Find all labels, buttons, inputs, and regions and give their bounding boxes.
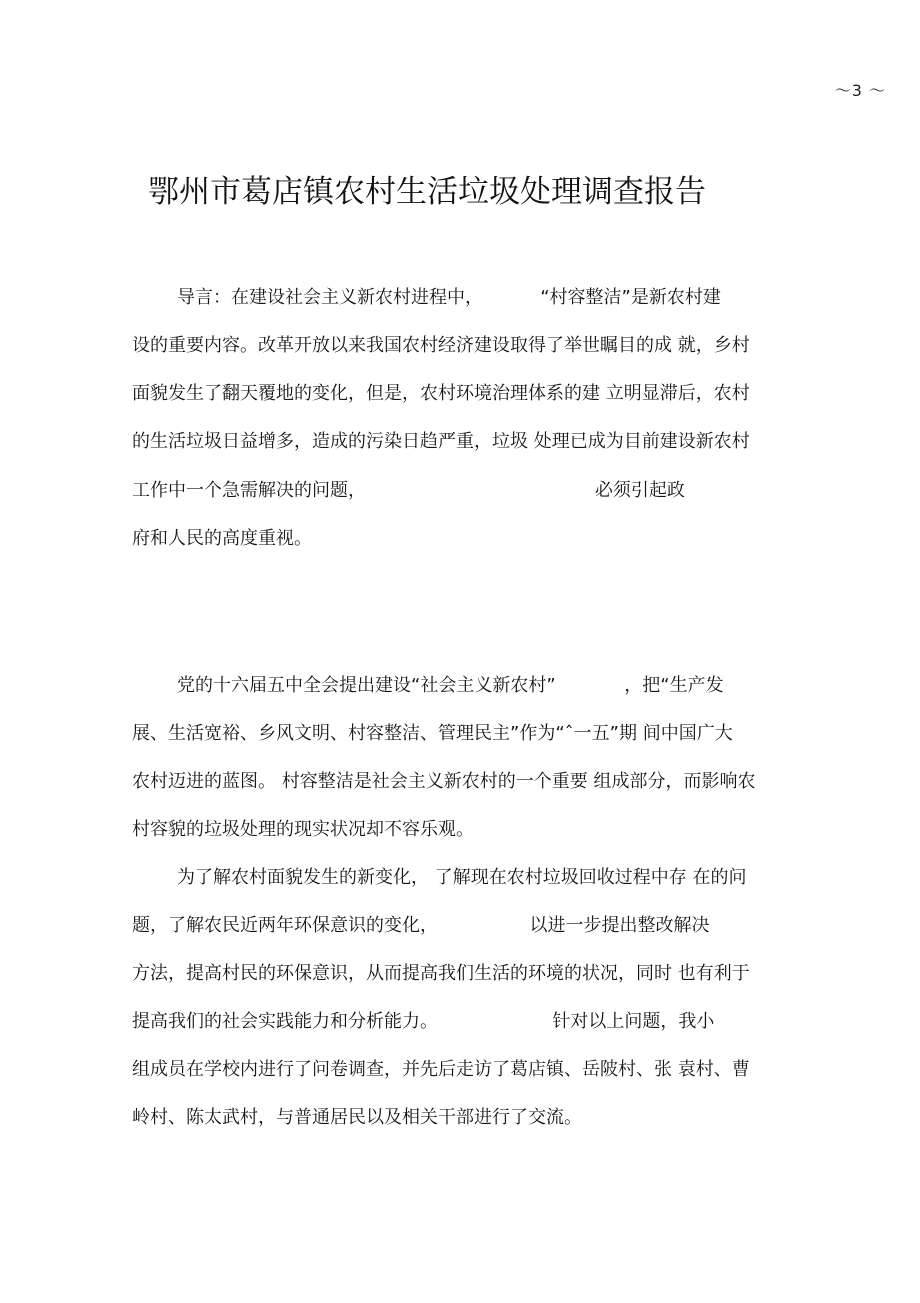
- page-number: 〜3 〜: [834, 81, 886, 100]
- paragraph-line: 导言：在建设社会主义新农村进程中， “村容整洁”是新农村建: [177, 287, 721, 308]
- paragraph-line: 岭村、陈太武村，与普通居民以及相关干部进行了交流。: [132, 1107, 582, 1128]
- paragraph-line: 工作中一个急需解决的问题， 必须引起政: [132, 480, 685, 501]
- paragraph-line: 展、生活宽裕、乡风文明、村容整洁、管理民主”作为“ˆ一五”期 间中国广大: [132, 723, 733, 744]
- document-title: 鄂州市葛店镇农村生活垃圾处理调查报告: [148, 174, 706, 210]
- paragraph-line: 题，了解农民近两年环保意识的变化， 以进一步提出整改解决: [132, 915, 710, 936]
- paragraph-line: 组成员在学校内进行了问卷调查，并先后走访了葛店镇、岳陂村、张 袁村、曹: [132, 1059, 750, 1080]
- paragraph-line: 提高我们的社会实践能力和分析能力。 针对以上问题，我小: [132, 1011, 715, 1032]
- paragraph-line: 面貌发生了翻天覆地的变化，但是，农村环境治理体系的建 立明显滞后，农村: [132, 383, 750, 404]
- paragraph-line: 的生活垃圾日益增多，造成的污染日趋严重，垃圾 处理已成为目前建设新农村: [132, 431, 750, 452]
- paragraph-line: 农村迈进的蓝图。 村容整洁是社会主义新农村的一个重要 组成部分，而影响农: [132, 771, 756, 792]
- paragraph-line: 方法，提高村民的环保意识，从而提高我们生活的环境的状况，同时 也有利于: [132, 963, 750, 984]
- paragraph-line: 党的十六届五中全会提出建设“社会主义新农村” ，把“生产发: [177, 675, 724, 696]
- paragraph-line: 为了解农村面貌发生的新变化， 了解现在农村垃圾回收过程中存 在的问: [177, 867, 747, 888]
- paragraph-line: 设的重要内容。改革开放以来我国农村经济建设取得了举世瞩目的成 就，乡村: [132, 335, 750, 356]
- paragraph-line: 府和人民的高度重视。: [132, 528, 312, 549]
- paragraph-line: 村容貌的垃圾处理的现实状况却不容乐观。: [132, 819, 474, 840]
